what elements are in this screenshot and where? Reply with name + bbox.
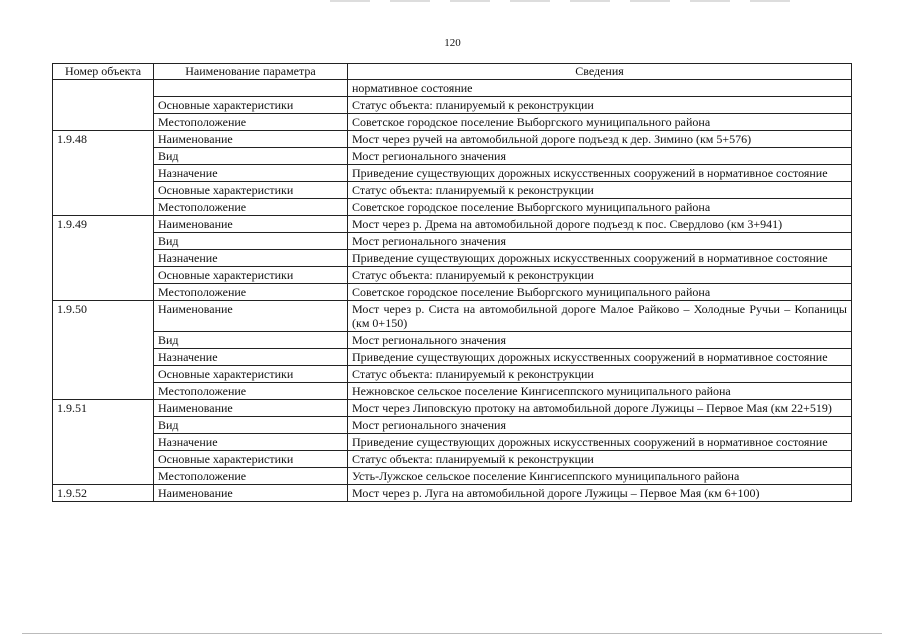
parameter-name-cell: Местоположение: [154, 383, 348, 400]
details-cell: Усть-Лужское сельское поселение Кингисеппского муниципального района: [348, 468, 852, 485]
object-number-cell: 1.9.50: [53, 301, 154, 400]
parameter-name-cell: Основные характеристики: [154, 366, 348, 383]
table-row: [53, 451, 852, 468]
details-cell: Приведение существующих дорожных искусственных сооружений в нормативное состояние: [348, 165, 852, 182]
table-row: [53, 148, 852, 165]
parameter-name-cell: Вид: [154, 148, 348, 165]
table-row: [53, 383, 852, 400]
parameter-name-cell: [154, 80, 348, 97]
table-header-row: [53, 64, 852, 80]
details-cell: Мост через р. Дрема на автомобильной дороге подъезд к пос. Свердлово (км 3+941): [348, 216, 852, 233]
details-cell: Статус объекта: планируемый к реконструкции: [348, 366, 852, 383]
details-cell: Приведение существующих дорожных искусственных сооружений в нормативное состояние: [348, 434, 852, 451]
details-cell: нормативное состояние: [348, 80, 852, 97]
parameter-name-cell: Основные характеристики: [154, 451, 348, 468]
details-cell: Статус объекта: планируемый к реконструкции: [348, 267, 852, 284]
table-row: [53, 349, 852, 366]
parameter-name-cell: Наименование: [154, 216, 348, 233]
details-cell: Статус объекта: планируемый к реконструкции: [348, 182, 852, 199]
object-number-cell: 1.9.52: [53, 485, 154, 502]
parameter-name-cell: Местоположение: [154, 114, 348, 131]
scan-artifact-line: [22, 633, 882, 634]
table-row: [53, 400, 852, 417]
details-cell: Статус объекта: планируемый к реконструкции: [348, 451, 852, 468]
parameter-name-cell: Наименование: [154, 131, 348, 148]
parameter-name-cell: Местоположение: [154, 468, 348, 485]
details-cell: Советское городское поселение Выборгского муниципального района: [348, 114, 852, 131]
details-cell: Мост регионального значения: [348, 148, 852, 165]
details-cell: Советское городское поселение Выборгского муниципального района: [348, 284, 852, 301]
details-cell: Статус объекта: планируемый к реконструкции: [348, 97, 852, 114]
table-row: [53, 468, 852, 485]
page-number: 120: [444, 37, 461, 49]
parameter-name-cell: Вид: [154, 417, 348, 434]
details-cell: Приведение существующих дорожных искусственных сооружений в нормативное состояние: [348, 349, 852, 366]
table-body: [53, 80, 852, 502]
parameter-name-cell: Назначение: [154, 165, 348, 182]
details-cell: Нежновское сельское поселение Кингисеппского муниципального района: [348, 383, 852, 400]
parameter-name-cell: Местоположение: [154, 199, 348, 216]
parameter-name-cell: Вид: [154, 233, 348, 250]
table-row: [53, 80, 852, 97]
object-number-cell: [53, 80, 154, 131]
parameter-name-cell: Наименование: [154, 301, 348, 332]
table-row: [53, 434, 852, 451]
object-number-cell: 1.9.49: [53, 216, 154, 301]
parameter-name-cell: Назначение: [154, 349, 348, 366]
table-row: [53, 301, 852, 332]
table-row: [53, 114, 852, 131]
scan-artifact: [330, 0, 810, 2]
table-row: [53, 233, 852, 250]
objects-table: [52, 63, 852, 502]
table-row: [53, 131, 852, 148]
parameter-name-cell: Основные характеристики: [154, 97, 348, 114]
parameter-name-cell: Назначение: [154, 250, 348, 267]
details-cell: Мост через ручей на автомобильной дороге подъезд к дер. Зимино (км 5+576): [348, 131, 852, 148]
parameter-name-cell: Основные характеристики: [154, 182, 348, 199]
parameter-name-cell: Наименование: [154, 400, 348, 417]
table-row: [53, 485, 852, 502]
parameter-name-cell: Основные характеристики: [154, 267, 348, 284]
details-cell: Мост через р. Луга на автомобильной дороге Лужицы – Первое Мая (км 6+100): [348, 485, 852, 502]
details-cell: Советское городское поселение Выборгского муниципального района: [348, 199, 852, 216]
header-details: Сведения: [348, 64, 852, 80]
details-cell: Мост через р. Систа на автомобильной дороге Малое Райково – Холодные Ручьи – Копаницы (км 0+150): [348, 301, 852, 332]
object-number-cell: 1.9.48: [53, 131, 154, 216]
header-object-number: Номер объекта: [53, 64, 154, 80]
object-number-cell: 1.9.51: [53, 400, 154, 485]
table-row: [53, 332, 852, 349]
table-row: [53, 165, 852, 182]
table-row: [53, 267, 852, 284]
details-cell: Приведение существующих дорожных искусственных сооружений в нормативное состояние: [348, 250, 852, 267]
table-row: [53, 250, 852, 267]
details-cell: Мост регионального значения: [348, 233, 852, 250]
header-parameter-name: Наименование параметра: [154, 64, 348, 80]
table-row: [53, 97, 852, 114]
table-row: [53, 199, 852, 216]
parameter-name-cell: Назначение: [154, 434, 348, 451]
table-row: [53, 417, 852, 434]
details-cell: Мост через Липовскую протоку на автомобильной дороге Лужицы – Первое Мая (км 22+519): [348, 400, 852, 417]
table-row: [53, 182, 852, 199]
parameter-name-cell: Местоположение: [154, 284, 348, 301]
details-cell: Мост регионального значения: [348, 332, 852, 349]
parameter-name-cell: Вид: [154, 332, 348, 349]
table-row: [53, 284, 852, 301]
table-row: [53, 366, 852, 383]
table-row: [53, 216, 852, 233]
parameter-name-cell: Наименование: [154, 485, 348, 502]
details-cell: Мост регионального значения: [348, 417, 852, 434]
